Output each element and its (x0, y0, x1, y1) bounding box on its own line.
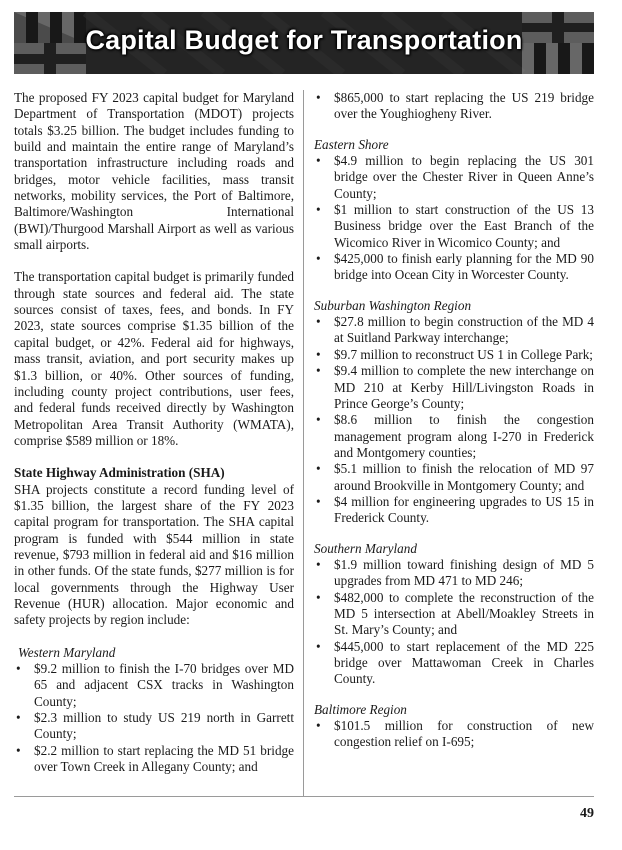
list-item: • $9.2 million to finish the I-70 bridges over MD 65 and adjacent CSX tracks in Washington County; (16, 661, 294, 709)
page-title: Capital Budget for Transportation (85, 25, 523, 55)
list-item: • $4.9 million to begin replacing the US 301 bridge over the Chester River in Queen Anne’s County; (316, 153, 594, 201)
region-label-suburban-washington: Suburban Washington Region (314, 297, 472, 313)
western-maryland-list (14, 661, 294, 775)
list-item: • $101.5 million for construction of new congestion relief on I-695; (316, 718, 594, 750)
bullet-icon: • (16, 661, 21, 676)
bullet-icon: • (316, 638, 321, 654)
bullet-icon: • (316, 589, 321, 605)
suburban-washington-list (314, 314, 594, 526)
bullet-icon: • (316, 556, 321, 572)
right-column (314, 90, 594, 751)
region-label-baltimore: Baltimore Region (314, 701, 407, 717)
bullet-icon: • (316, 153, 321, 169)
footer-rule (14, 796, 594, 797)
bullet-icon: • (316, 718, 321, 734)
bullet-icon: • (316, 363, 321, 379)
list-item: • $865,000 to start replacing the US 219 bridge over the Youghiogheny River. (316, 90, 594, 122)
region-label-eastern-shore: Eastern Shore (314, 136, 389, 152)
bullet-icon: • (316, 412, 321, 428)
eastern-shore-list (314, 153, 594, 284)
list-item: • $445,000 to start replacement of the MD 225 bridge over Mattawoman Creek in Charles County. (316, 638, 594, 687)
southern-maryland-list (314, 557, 594, 688)
region-label-southern-maryland: Southern Maryland (314, 540, 417, 556)
intro-paragraph: The proposed FY 2023 capital budget for Maryland Department of Transportation (MDOT) projects totals $3.25 billion. The budget includes funding to build and maintain the entire range of Maryland’s transportation infrastructure including roads and bridges, motor vehicle facilities, mass transit networks, mobility services, the Port of Baltimore, Baltimore/Washington International (BWI)/Thurgood Marshall Airport as well as various small airports. (14, 90, 294, 253)
column-divider (303, 90, 304, 796)
bullet-icon: • (16, 742, 21, 758)
bullet-icon: • (316, 251, 321, 267)
list-item: • $4 million for engineering upgrades to US 15 in Frederick County. (316, 493, 594, 526)
list-item: • $27.8 million to begin construction of the MD 4 at Suitland Parkway interchange; (316, 314, 594, 346)
sha-heading: State Highway Administration (SHA) (14, 465, 225, 481)
bullet-icon: • (16, 710, 21, 726)
bullet-icon: • (316, 314, 321, 330)
title-banner (14, 12, 594, 74)
bullet-icon: • (316, 90, 321, 105)
list-item: • $2.2 million to start replacing the MD 51 bridge over Town Creek in Allegany County; and (16, 742, 294, 775)
list-item: • $9.4 million to complete the new interchange on MD 210 at Kerby Hill/Livingston Roads in Prince George’s County; (316, 363, 594, 411)
page-number: 49 (580, 806, 594, 821)
list-item: • $482,000 to complete the reconstruction of the MD 5 intersection at Abell/Moakley Streets in St. Mary’s County; and (316, 589, 594, 638)
list-item: • $9.7 million to reconstruct US 1 in College Park; (316, 346, 593, 362)
sha-paragraph: SHA projects constitute a record funding level of $1.35 billion, the largest share of the FY 2023 capital program for transportation. The SHA capital program is funded with $544 million in state revenue, $793 million in federal aid and $16 million in other funds. Of the state funds, $277 million is for local governments through the Highway User Revenue (HUR) allocation. Major economic and safety projects by region include: (14, 481, 294, 628)
left-column (14, 90, 294, 775)
bullet-icon: • (316, 493, 321, 509)
bullet-icon: • (316, 346, 321, 362)
funding-paragraph: The transportation capital budget is primarily funded through state sources and federal aid. The state sources consist of taxes, fees, and bonds. In FY 2023, state sources comprise $1.35 billion of the capital budget, or 42%. Federal aid for highways, mass transit, aviation, and port security makes up $1.3 billion, or 40%. Other sources of funding, including county project contributions, user fees, and federal funds received directly by Washington Metropolitan Area Transit Authority (WMATA), comprise $589 million or 18%. (14, 269, 294, 448)
list-item: • $2.3 million to study US 219 north in Garrett County; (16, 710, 294, 742)
list-item: • $425,000 to finish early planning for the MD 90 bridge into Ocean City in Worcester County. (316, 251, 594, 283)
list-item: • $1.9 million toward finishing design of MD 5 upgrades from MD 471 to MD 246; (316, 556, 594, 589)
list-item: • $8.6 million to finish the congestion management program along I-270 in Frederick and Montgomery counties; (316, 412, 594, 460)
list-item: • $1 million to start construction of the US 13 Business bridge over the East Branch of the Wicomico River in Wicomico County; and (316, 202, 594, 250)
region-label-western-maryland: Western Maryland (18, 644, 116, 660)
western-maryland-list-continued (314, 90, 594, 123)
bullet-icon: • (316, 461, 321, 477)
baltimore-region-list (314, 718, 594, 751)
list-item: • $5.1 million to finish the relocation of MD 97 around Brookville in Montgomery County; and (316, 461, 594, 493)
bullet-icon: • (316, 202, 321, 218)
